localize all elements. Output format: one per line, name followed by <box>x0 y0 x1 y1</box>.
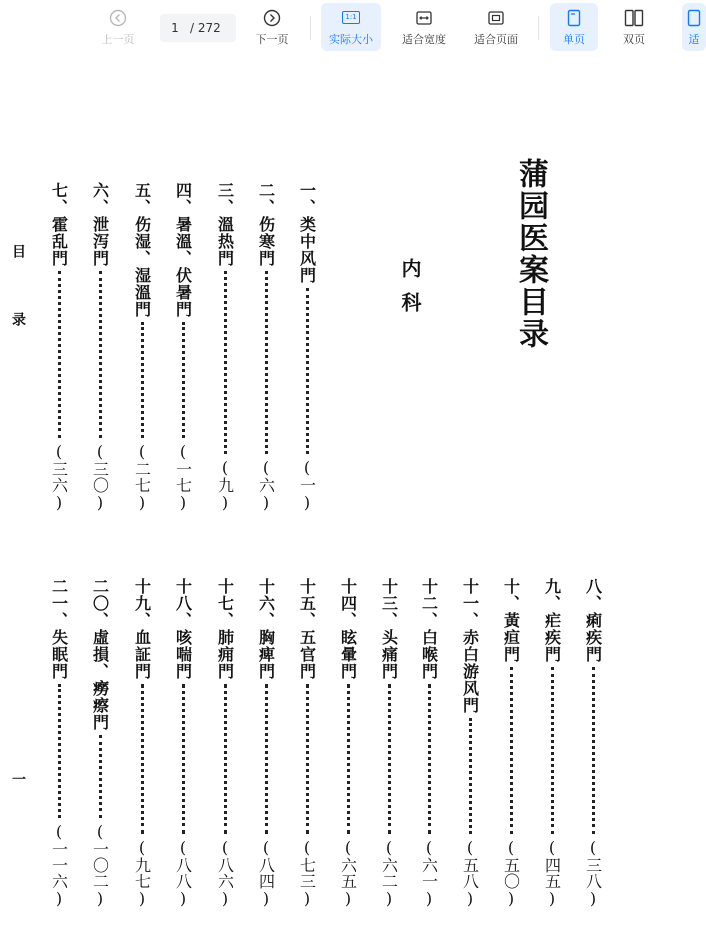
single-page-label: 单页 <box>563 32 585 46</box>
single-page-button[interactable] <box>550 3 598 51</box>
toc-entry: 十一、赤白游风門 (五八) <box>460 578 480 908</box>
toc-entry: 七、霍乱門 (三六) <box>49 182 69 512</box>
toc-entry: 十五、五官門 (七三) <box>297 578 317 908</box>
toc-entry: 十、黃疸門 (五〇) <box>501 578 521 908</box>
document-page <box>0 58 694 930</box>
toc-entry: 十七、肺痈門 (八六) <box>215 578 235 908</box>
chevron-left-circle-icon <box>108 8 128 28</box>
page-number-input[interactable] <box>160 21 190 35</box>
toc-entry: 十二、白喉門 (六一) <box>419 578 439 908</box>
actual-size-label: 实际大小 <box>329 32 373 46</box>
toc-entry: 一、类中风門 (一) <box>297 182 317 512</box>
fit-width-label: 适合宽度 <box>402 32 446 46</box>
toolbar-divider <box>310 16 311 40</box>
toc-entry: 八、痢疾門 (三八) <box>583 578 603 908</box>
page-icon <box>684 8 704 28</box>
double-page-icon <box>624 8 644 28</box>
actual-size-button[interactable] <box>321 3 381 51</box>
double-page-button[interactable] <box>610 3 658 51</box>
double-page-label: 双页 <box>623 32 645 46</box>
page-number-marker: 一 <box>10 772 26 786</box>
page-indicator <box>160 14 236 42</box>
page-total: / 272 <box>190 21 221 35</box>
viewer-toolbar <box>0 0 700 59</box>
side-label-top: 目 <box>10 244 26 258</box>
single-page-icon <box>564 8 584 28</box>
toc-entry: 十八、咳喘門 (八八) <box>173 578 193 908</box>
toc-entry: 二一、失眠門 (一一六) <box>49 578 69 908</box>
cut-off-toolbar-label: 适 <box>688 32 700 46</box>
toc-entry: 十四、眩暈門 (六五) <box>338 578 358 908</box>
side-label-mid: 录 <box>10 312 26 326</box>
document-title: 蒲园医案目录 <box>513 158 548 350</box>
fit-width-button[interactable] <box>394 3 454 51</box>
toc-entry: 二、伤寒門 (六) <box>256 182 276 512</box>
toc-entry: 五、伤湿、湿溫門 (二七) <box>132 182 152 512</box>
toc-entry: 三、溫热門 (九) <box>215 182 235 512</box>
fit-page-icon <box>486 8 506 28</box>
section-heading: 内科 <box>398 258 422 326</box>
toc-entry: 十三、头痛門 (六二) <box>379 578 399 908</box>
chevron-right-circle-icon <box>262 8 282 28</box>
toc-entry: 九、疟疾門 (四五) <box>542 578 562 908</box>
fit-width-icon <box>414 8 434 28</box>
actual-size-icon: 1:1 <box>341 8 361 28</box>
toolbar-divider <box>538 16 539 40</box>
toc-entry: 十九、血証門 (九七) <box>132 578 152 908</box>
toc-entry: 四、暑溫、伏暑門 (一七) <box>173 182 193 512</box>
fit-page-button[interactable] <box>466 3 526 51</box>
toc-entry: 六、泄泻門 (三〇) <box>90 182 110 512</box>
next-page-label: 下一页 <box>255 32 289 46</box>
prev-page-label: 上一页 <box>101 32 135 46</box>
prev-page-button[interactable] <box>92 3 144 51</box>
toc-entry: 二〇、虛損、癆瘵門 (一〇二) <box>90 578 110 908</box>
next-page-button[interactable] <box>246 3 298 51</box>
fit-page-label: 适合页面 <box>474 32 518 46</box>
toc-entry: 十六、胸痺門 (八四) <box>256 578 276 908</box>
cut-off-toolbar-button[interactable] <box>682 3 706 51</box>
